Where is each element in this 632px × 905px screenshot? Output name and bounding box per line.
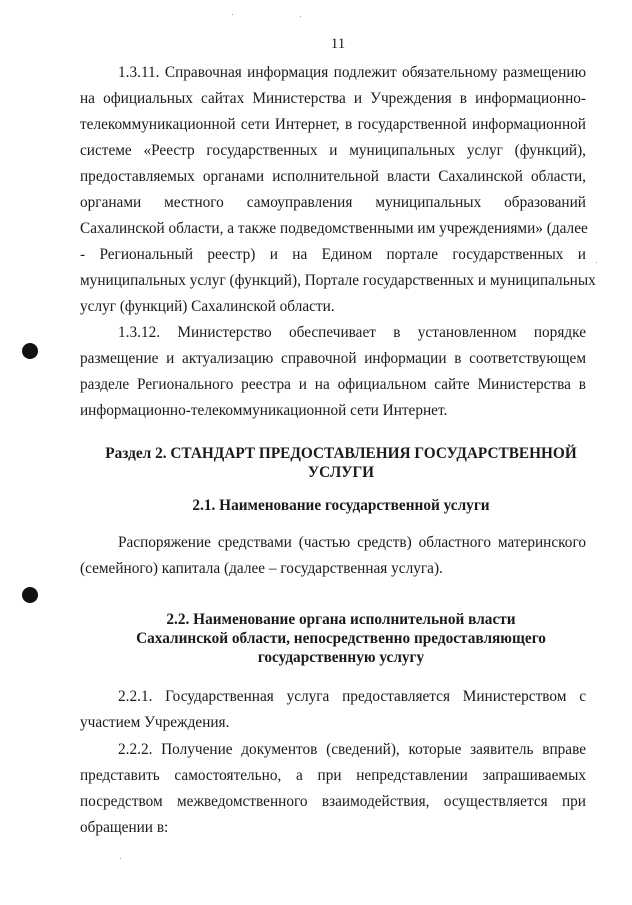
heading-line: Раздел 2. СТАНДАРТ ПРЕДОСТАВЛЕНИЯ ГОСУДАРСТВЕННОЙ [105,445,577,462]
paragraph-2-1 [80,530,586,582]
paragraph-line: обращении в: [80,819,169,836]
paragraph-line: информационно-телекоммуникационной сети Интернет. [80,402,448,419]
scan-speck [232,14,233,15]
paragraph-line: посредством межведомственного взаимодействия, осуществляется при [80,793,586,810]
paragraph-line: муниципальных услуг (функций), Портале государственных и муниципальных [80,272,596,289]
paragraph-1-3-12 [80,320,586,424]
paragraph-line: 1.3.12. Министерство обеспечивает в установленном порядке [118,324,586,341]
scan-speck [120,858,121,859]
paragraph-line: представить самостоятельно, а при непредставлении запрашиваемых [80,767,586,784]
heading-line: УСЛУГИ [307,464,375,481]
paragraph-2-2-2 [80,737,586,841]
subsection-2-2-heading [88,610,594,667]
paragraph-line: Сахалинской области, а также подведомственными им учреждениями» (далее [80,220,588,237]
paragraph-line: услуг (функций) Сахалинской области. [80,298,335,315]
paragraph-line: размещение и актуализацию справочной информации в соответствующем [80,350,586,367]
paragraph-line: - Региональный реестр) и на Едином портале государственных и [80,246,586,263]
paragraph-line: системе «Реестр государственных и муниципальных услуг (функций), [80,142,586,159]
heading-line: 2.1. Наименование государственной услуги [192,497,490,514]
heading-line: Сахалинской области, непосредственно предоставляющего [136,630,546,647]
section-2-heading [88,444,594,482]
paragraph-line: на официальных сайтах Министерства и Учреждения в информационно- [80,90,586,107]
heading-line: государственную услугу [257,649,425,666]
punch-hole-bottom [22,587,38,603]
paragraph-line: 1.3.11. Справочная информация подлежит обязательному размещению [118,64,586,81]
paragraph-line: предоставляемых органами исполнительной власти Сахалинской области, [80,168,586,185]
heading-line: 2.2. Наименование органа исполнительной власти [166,611,516,628]
paragraph-1-3-11 [80,60,596,320]
paragraph-line: органами местного самоуправления муниципальных образований [80,194,586,211]
paragraph-line: Распоряжение средствами (частью средств) областного материнского [118,534,586,551]
scan-speck [300,16,301,17]
scan-speck [596,262,597,263]
paragraph-line: телекоммуникационной сети Интернет, в государственной информационной [80,116,586,133]
paragraph-line: 2.2.1. Государственная услуга предоставляется Министерством с [118,688,586,705]
paragraph-line: 2.2.2. Получение документов (сведений), которые заявитель вправе [118,741,586,758]
subsection-2-1-heading [88,496,594,515]
paragraph-line: участием Учреждения. [80,714,230,731]
punch-hole-top [22,343,38,359]
paragraph-line: (семейного) капитала (далее – государственная услуга). [80,560,443,577]
paragraph-line: разделе Регионального реестра и на официальном сайте Министерства в [80,376,586,393]
paragraph-2-2-1 [80,684,586,736]
page-number: 11 [330,36,346,52]
